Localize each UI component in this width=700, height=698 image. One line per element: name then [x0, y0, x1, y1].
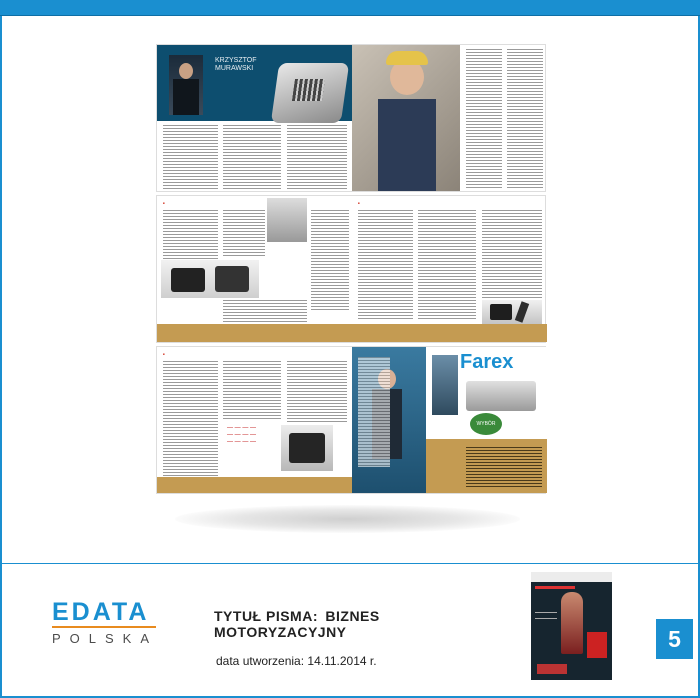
farex-logo: Farex — [460, 351, 514, 373]
magazine-cover-thumbnail — [531, 572, 612, 680]
author-portrait — [169, 55, 203, 115]
register-photo-1 — [161, 260, 259, 298]
document-title — [214, 608, 514, 640]
logo-edata: EDATA — [52, 598, 150, 626]
title-label: TYTUŁ PISMA: — [214, 608, 318, 624]
magazine-spreads — [156, 44, 546, 494]
spread-1 — [156, 44, 546, 192]
spread-2-left-page: ■ — [157, 196, 352, 342]
title-value: BIZNES MOTORYZACYJNY — [214, 608, 380, 640]
woman-phone-photo — [352, 45, 460, 191]
edata-polska-logo — [52, 600, 160, 646]
register-photo-3 — [281, 425, 333, 471]
logo-accent-line — [52, 626, 156, 628]
author-name: KRZYSZTOF MURAWSKI — [215, 57, 257, 72]
spread-3 — [156, 346, 546, 494]
page-number: 5 — [656, 619, 693, 659]
spread-3-right-page — [352, 347, 547, 493]
date-value: 14.11.2014 r. — [307, 654, 377, 668]
spread-2-right-page: ■ — [352, 196, 547, 342]
spread-1-left-page — [157, 45, 352, 191]
quote-panel-right — [426, 439, 547, 493]
spread-1-right-page — [352, 45, 547, 191]
top-bar — [0, 0, 700, 16]
spread-2 — [156, 195, 546, 343]
quote-bar-left-3 — [157, 477, 352, 493]
logo-polska: POLSKA — [52, 631, 159, 646]
date-label: data utworzenia: — [216, 654, 305, 668]
pull-quote: — — — — — — — — — — — — — [227, 425, 257, 445]
spread-3-left-page: ■ — — — — — — — — — — — — — [157, 347, 352, 493]
document-info — [214, 608, 514, 668]
document-date — [216, 654, 516, 668]
footer-divider — [2, 563, 698, 564]
quote-bar-right — [352, 324, 547, 342]
cash-register-photo — [271, 63, 349, 123]
wybor-badge: WYBÓR — [470, 413, 502, 435]
register-photo-2 — [267, 198, 307, 242]
scanner-photo — [482, 300, 542, 324]
spread-shadow — [175, 505, 520, 533]
farex-ad — [426, 347, 547, 439]
quote-bar-left — [157, 324, 352, 342]
